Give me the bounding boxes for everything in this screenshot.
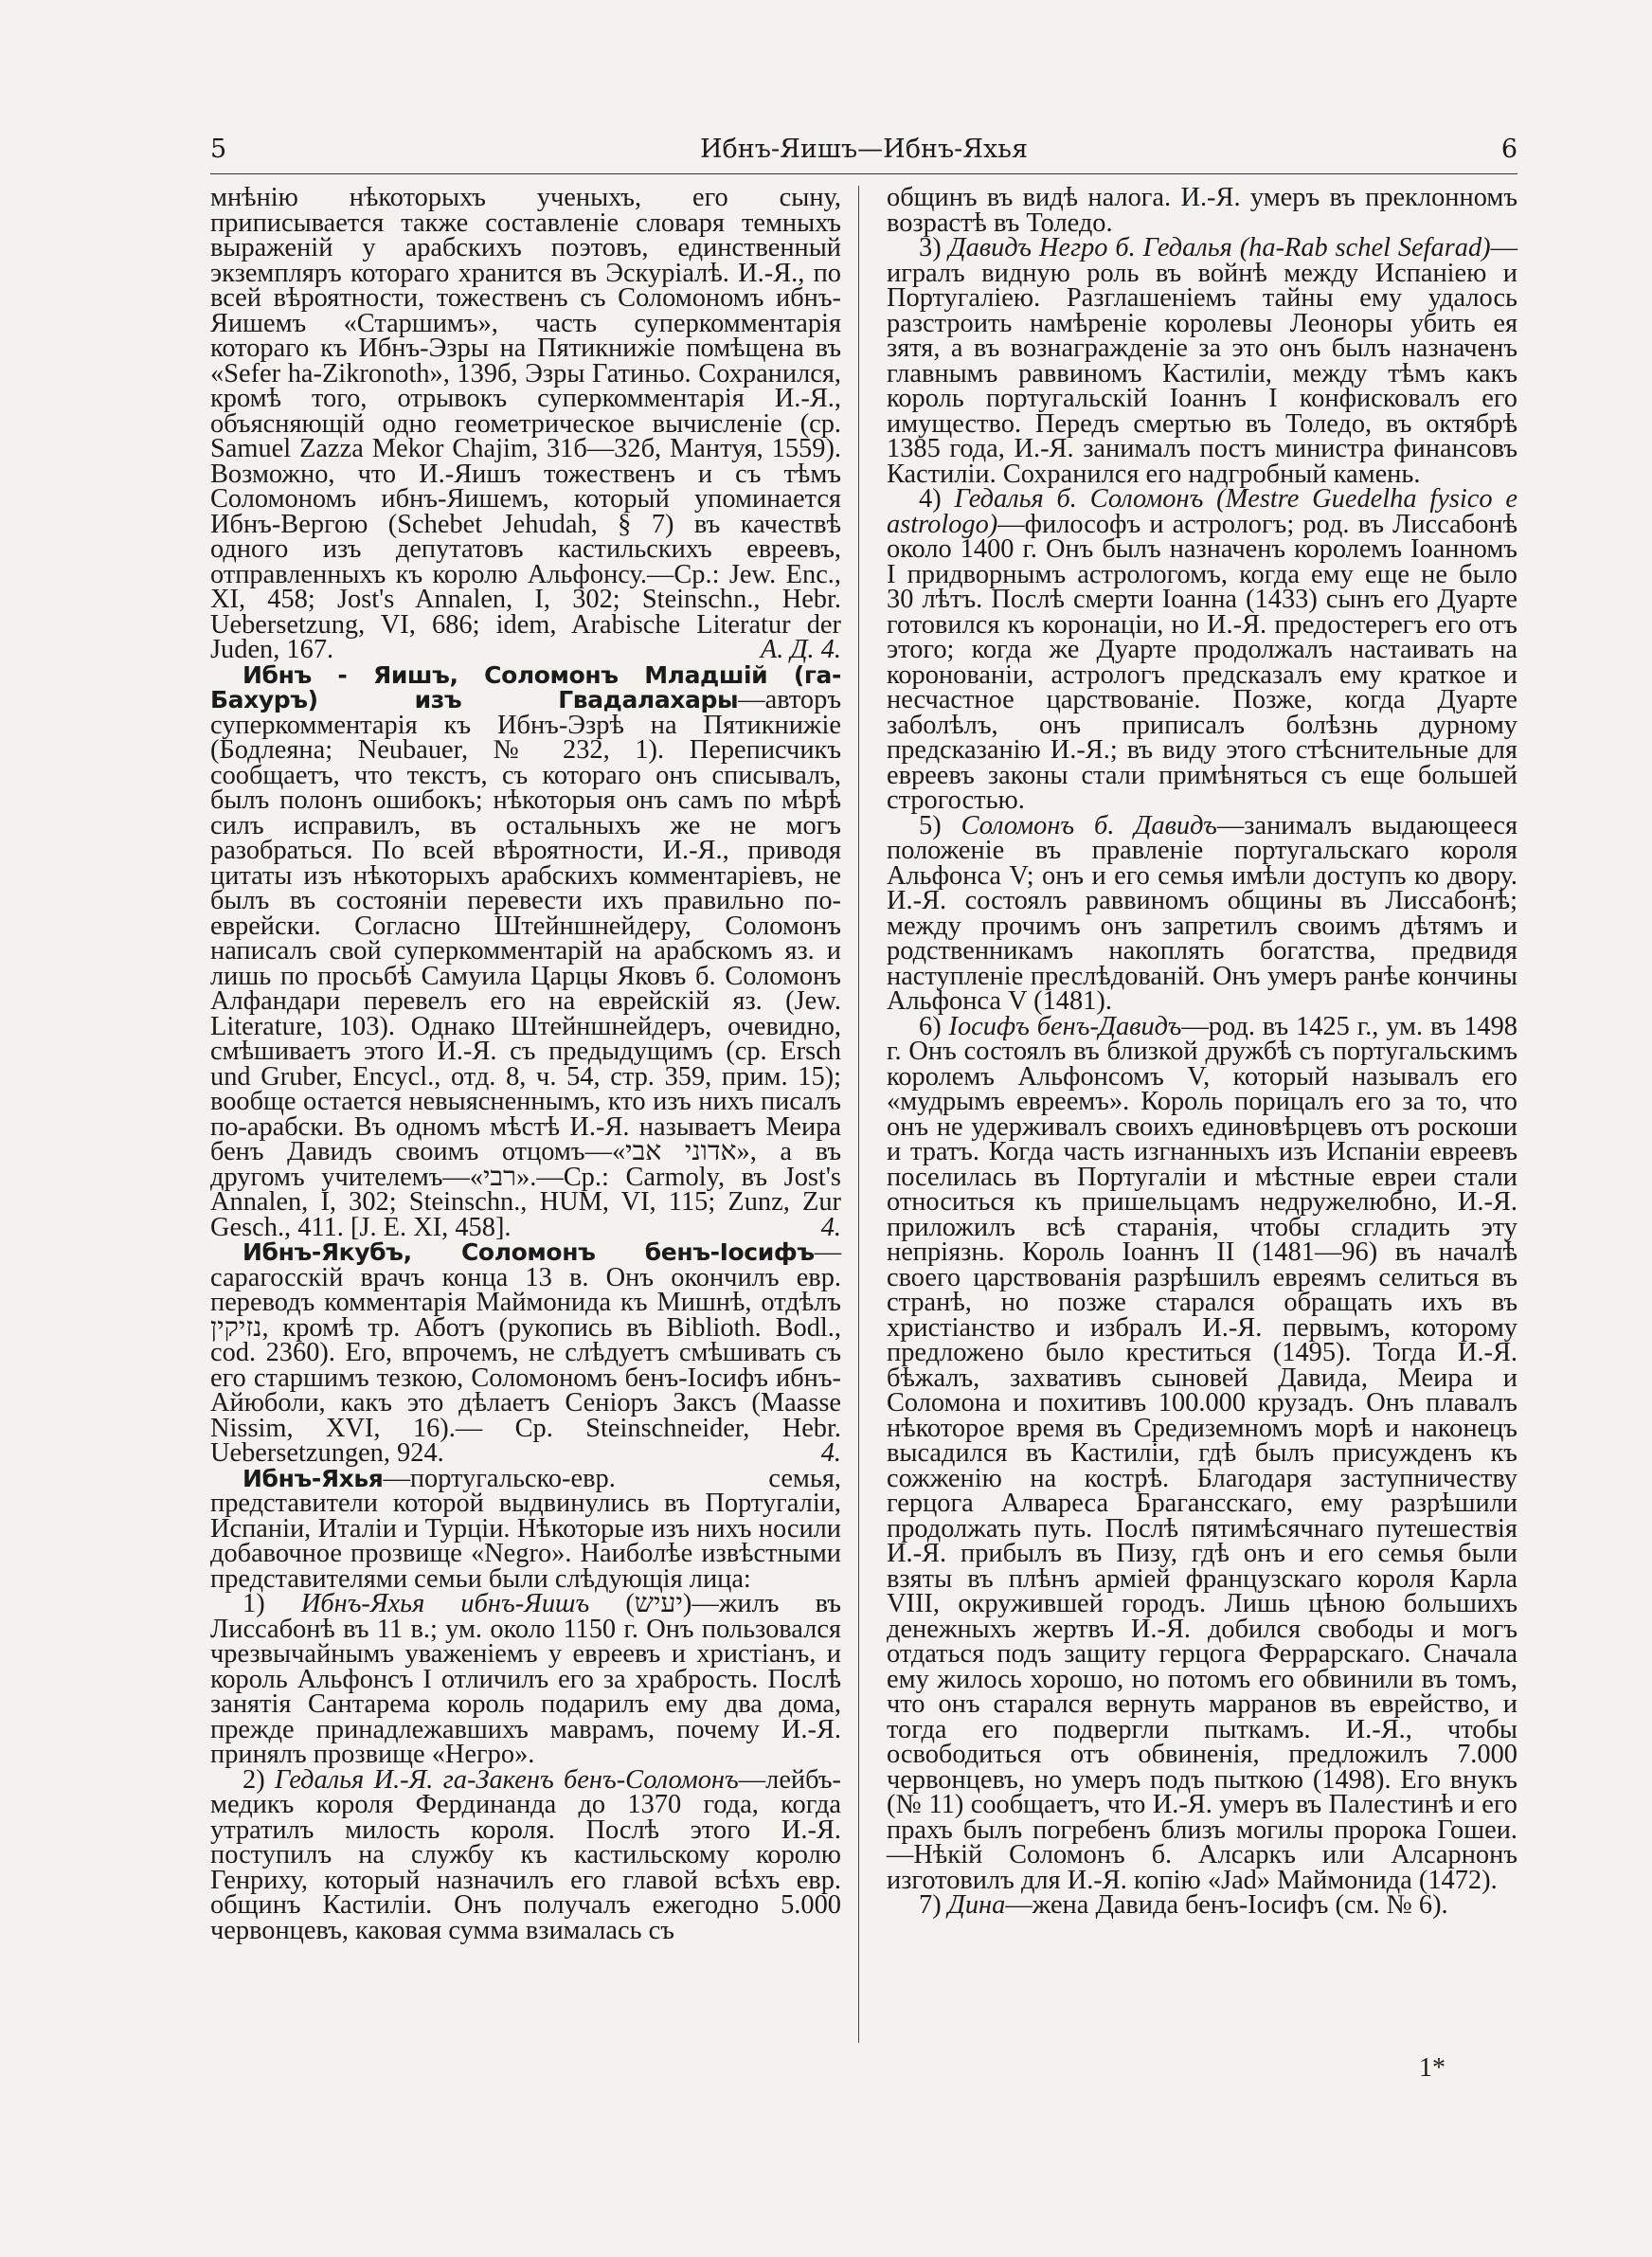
family-member-5: 5) Соломонъ б. Давидъ—занималъ выдающееся положеніе въ правленіе португальскаго короля Альфонса V; онъ и его семья имѣли доступъ ко двору. И.-Я. состоялъ раввиномъ общины въ Лиссабонѣ; между прочимъ онъ запретилъ своимъ дѣтямъ и родственникамъ накоплять богатства, предвидя наступленіе преслѣдованій. Онъ умеръ ранѣе кончины Альфонса V (1481). bbox=[887, 810, 1517, 1016]
family-member-3: 3) Давидъ Негро б. Гедалья (ha-Rab schel Sefarad)—игралъ видную роль въ войнѣ между Испаніею и Португаліею. Разглашеніемъ тайны ему удалось разстроить намѣреніе королевы Леоноры убить ея зятя, а въ вознагражденіе за это онъ былъ назначенъ главнымъ раввиномъ Кастиліи, между тѣмъ какъ король португальскій Іоаннъ I конфисковалъ его имущество. Передъ смертью въ Толедо, въ октябрѣ 1385 года, И.-Я. занималъ постъ министра финансовъ Кастиліи. Сохранился его надгробный камень. bbox=[887, 233, 1517, 489]
member-name: Ибнъ-Яхья ибнъ-Яишъ bbox=[300, 1589, 590, 1618]
author-signature: 4. bbox=[820, 1212, 841, 1242]
author-signature: 4. bbox=[820, 1438, 841, 1468]
article-ibn-yakub: Ибнъ-Якубъ, Соломонъ бенъ-Іосифъ—сарагосскій врачъ конца 13 в. Онъ окончилъ евр. переводъ комментарія Маймонида къ Мишнѣ, отдѣлъ נזיקין, кромѣ тр. Аботъ (рукопись въ Biblioth. Bodl., cod. 2360). Его, впрочемъ, не слѣдуетъ смѣшивать съ его старшимъ тезкою, Соломономъ бенъ-Іосифъ ибнъ-Айюболи, какъ это дѣлаетъ Сеніоръ Заксъ (Maasse Nissim, XVI, 16).— Ср. Steinschneider, Hebr. Uebersetzungen, 924. 4. bbox=[210, 1237, 841, 1468]
running-header bbox=[210, 131, 1517, 169]
article-continuation: мнѣнію нѣкоторыхъ ученыхъ, его сыну, приписывается также составленіе словаря темныхъ выраженій у арабскихъ поэтовъ, единственный экземпляръ котораго хранится въ Эскуріалѣ. И.-Я., по всей вѣроятности, тожественъ съ Соломономъ ибнъ-Яишемъ «Старшимъ», часть суперкомментарія котораго къ Ибнъ-Эзры на Пятикнижіе помѣщена въ «Sefer ha-Zikronoth», 139б, Эзры Гатиньо. Сохранился, кромѣ того, отрывокъ суперкомментарія И.-Я., объясняющій одно геометрическое вычисленіе (ср. Samuel Zazza Mekor Chajim, 31б—32б, Мантуя, 1559). Возможно, что И.-Яишъ тожественъ и съ тѣмъ Соломономъ ибнъ-Яишемъ, который упоминается Ибнъ-Вергою (Schebet Jehudah, § 7) въ качествѣ одного изъ депутатовъ кастильскихъ евреевъ, отправленныхъ къ королю Альфонсу.—Ср.: Jew. Enc., XI, 458; Jost's Annalen, I, 302; Steinschn., Hebr. Uebersetzung, VI, 686; idem, Arabische Literatur der Juden, 167. А. Д. 4. bbox=[210, 183, 841, 664]
member-name: Давидъ Негро б. Гедалья bbox=[948, 233, 1232, 262]
article-ibn-yahya: Ибнъ-Яхья—португальско-евр. семья, представители которой выдвинулись въ Португаліи, Испаніи, Италіи и Турціи. Нѣкоторые изъ нихъ носили добавочное прозвище «Negro». Наиболѣе извѣстными представителями семьи были слѣдующія лица: bbox=[210, 1463, 841, 1594]
column-divider bbox=[858, 186, 859, 2043]
family-member-6: 6) Іосифъ бенъ-Давидъ—род. въ 1425 г., ум. въ 1498 г. Онъ состоялъ въ близкой дружбѣ съ португальскимъ королемъ Альфонсомъ V, который называлъ его «мудрымъ евреемъ». Король порицалъ его за то, что онъ не удерживалъ своихъ единовѣрцевъ отъ роскоши и тратъ. Когда часть изгнанныхъ изъ Испаніи евреевъ поселилась въ Португаліи и мѣстные евреи стали относиться къ пришельцамъ недружелюбно, И.-Я. приложилъ всѣ старанія, чтобы сгладить эту непріязнь. Король Іоаннъ II (1481—96) въ началѣ своего царствованія разрѣшилъ евреямъ селиться въ странѣ, но позже старался обращать ихъ въ христіанство и избралъ И.-Я. первымъ, которому предложено было креститься (1495). Тогда И.-Я. бѣжалъ, захвативъ сыновей Давида, Меира и Соломона и похитивъ 100.000 крузадъ. Онъ плавалъ нѣкоторое время въ Средиземномъ морѣ и наконецъ высадился въ Кастиліи, гдѣ былъ присужденъ къ сожженію на кострѣ. Благодаря заступничеству герцога Алвареса Брагансскаго, ему разрѣшили продолжать путь. Послѣ пятимѣсячнаго путешествія И.-Я. прибылъ въ Пизу, гдѣ онъ и его семья были взяты въ плѣнъ арміей французскаго короля Карла VIII, окружившей городъ. Лишь цѣною большихъ денежныхъ жертвъ И.-Я. добился свободы и могъ отдаться подъ защиту герцога Феррарскаго. Сначала ему жилось хорошо, но потомъ его обвинили въ томъ, что онъ старался вернуть марранов въ еврейство, и тогда его подвергли пыткамъ. И.-Я., чтобы освободиться отъ обвиненія, предложилъ 7.000 червонцевъ, но умеръ подъ пыткою (1498). Его внукъ (№ 11) сообщаетъ, что И.-Я. умеръ въ Палестинѣ и его прахъ былъ погребенъ близъ могилы пророка Гошеи.—Нѣкій Соломонъ б. Алсаркъ или Алсарнонъ изготовилъ для И.-Я. копію «Jad» Маймонида (1472). bbox=[887, 1011, 1517, 1895]
family-member-2: 2) Гедалья И.-Я. га-Закенъ бенъ-Соломонъ—лейбъ-медикъ короля Фердинанда до 1370 года, когда утратилъ милость короля. Послѣ этого И.-Я. поступилъ на службу къ кастильскому королю Генриху, который назначилъ его главой всѣхъ евр. общинъ Кастиліи. Онъ получалъ ежегодно 5.000 червонцевъ, каковая сумма взималась съ bbox=[210, 1764, 841, 1945]
entry-heading: Ибнъ-Якубъ, Соломонъ бенъ-Іосифъ bbox=[242, 1238, 815, 1266]
family-member-1: 1) Ибнъ-Яхья ибнъ-Яишъ (יעיש)—жилъ въ Лиссабонѣ въ 11 в.; ум. около 1150 г. Онъ пользовался чрезвычайнымъ уваженіемъ у евреевъ и христіанъ, и король Альфонсъ I отличилъ его за храбрость. Послѣ занятія Сантарема король подарилъ ему два дома, прежде принадлежавшихъ маврамъ, почему И.-Я. принялъ прозвище «Негро». bbox=[210, 1589, 841, 1769]
sheet-signature-mark: 1* bbox=[1419, 2053, 1446, 2083]
member-name: Гедалья И.-Я. га-Закенъ бенъ-Соломонъ bbox=[274, 1764, 739, 1795]
entry-heading: Ибнъ-Яхья bbox=[242, 1464, 384, 1492]
article-ibn-yaish-solomon-younger: Ибнъ - Яишъ, Соломонъ Младшій (га-Бахуръ) изъ Гвадалахары—авторъ суперкомментарія къ Ибнъ-Эзрѣ на Пятикнижіе (Бодлеяна; Neubauer, № 232, 1). Переписчикъ сообщаетъ, что текстъ, съ котораго онъ списывалъ, былъ полонъ ошибокъ; нѣкоторыя онъ самъ по мѣрѣ силъ исправилъ, въ остальныхъ же не могъ разобраться. По всей вѣроятности, И.-Я., приводя цитаты изъ нѣкоторыхъ арабскихъ комментаріевъ, не былъ въ состояніи перевести ихъ правильно по-еврейски. Согласно Штейншнейдеру, Соломонъ написалъ свой суперкомментарій на арабскомъ яз. и лишь по просьбѣ Самуила Царцы Яковъ б. Соломонъ Алфандари перевелъ его на еврейскій яз. (Jew. Literature, 103). Однако Штейншнейдеръ, очевидно, смѣшиваетъ этого И.-Я. съ предыдущимъ (ср. Ersch und Gruber, Encycl., отд. 8, ч. 54, стр. 359, прим. 15); вообще остается невыясненнымъ, кто изъ нихъ писалъ по-арабски. Въ одномъ мѣстѣ И.-Я. называетъ Меира бенъ Давидъ своимъ отцомъ—«אדוני אבי», а въ другомъ учителемъ—«רבי».—Ср.: Carmoly, въ Jost's Annalen, I, 302; Steinschn., HUM, VI, 115; Zunz, Zur Gesch., 411. [J. E. XI, 458]. 4. bbox=[210, 660, 841, 1242]
right-column bbox=[887, 183, 1517, 2081]
member-latin-title: (ha-Rab schel Sefarad) bbox=[1239, 233, 1491, 262]
member-name: Дина bbox=[947, 1890, 1006, 1920]
family-member-7: 7) Дина—жена Давида бенъ-Іосифъ (см. № 6). bbox=[919, 1890, 1448, 1920]
left-column bbox=[210, 183, 841, 2081]
page-number-left: 5 bbox=[210, 135, 227, 164]
running-title: Ибнъ-Яишъ—Ибнъ-Яхья bbox=[699, 135, 1029, 164]
page-number-right: 6 bbox=[1500, 135, 1517, 164]
member-latin-title: (Mestre Guedelha fysico e astrologo) bbox=[887, 484, 1517, 539]
entry-heading: Ибнъ - Яишъ, Соломонъ Младшій (га-Бахуръ) изъ Гвадалахары bbox=[210, 660, 841, 713]
member-name: Гедалья б. Соломонъ bbox=[954, 484, 1204, 514]
member-name: Іосифъ бенъ-Давидъ bbox=[948, 1011, 1182, 1041]
family-member-4: 4) Гедалья б. Соломонъ (Mestre Guedelha fysico e astrologo)—философъ и астрологъ; род. въ Лиссабонѣ около 1400 г. Онъ былъ назначенъ королемъ Іоанномъ I придворнымъ астрологомъ, когда ему еще не было 30 лѣтъ. Послѣ смерти Іоанна (1433) сынъ его Дуарте готовился къ коронаціи, но И.-Я. предостерегъ его отъ этого; когда же Дуарте продолжалъ настаивать на коронованіи, астрологъ предсказалъ ему краткое и несчастное царствованіе. Позже, когда Дуарте заболѣлъ, онъ приписалъ болѣзнь дурному предсказанію И.-Я.; въ виду этого стѣснительные для евреевъ законы стали примѣняться съ еще большей строгостью. bbox=[887, 484, 1517, 815]
header-rule bbox=[210, 173, 1517, 174]
member-name: Соломонъ б. Давидъ bbox=[961, 810, 1217, 840]
author-signature: А. Д. 4. bbox=[760, 635, 841, 664]
article-continuation: общинъ въ видѣ налога. И.-Я. умеръ въ преклонномъ возрастѣ въ Толедо. bbox=[887, 183, 1517, 238]
